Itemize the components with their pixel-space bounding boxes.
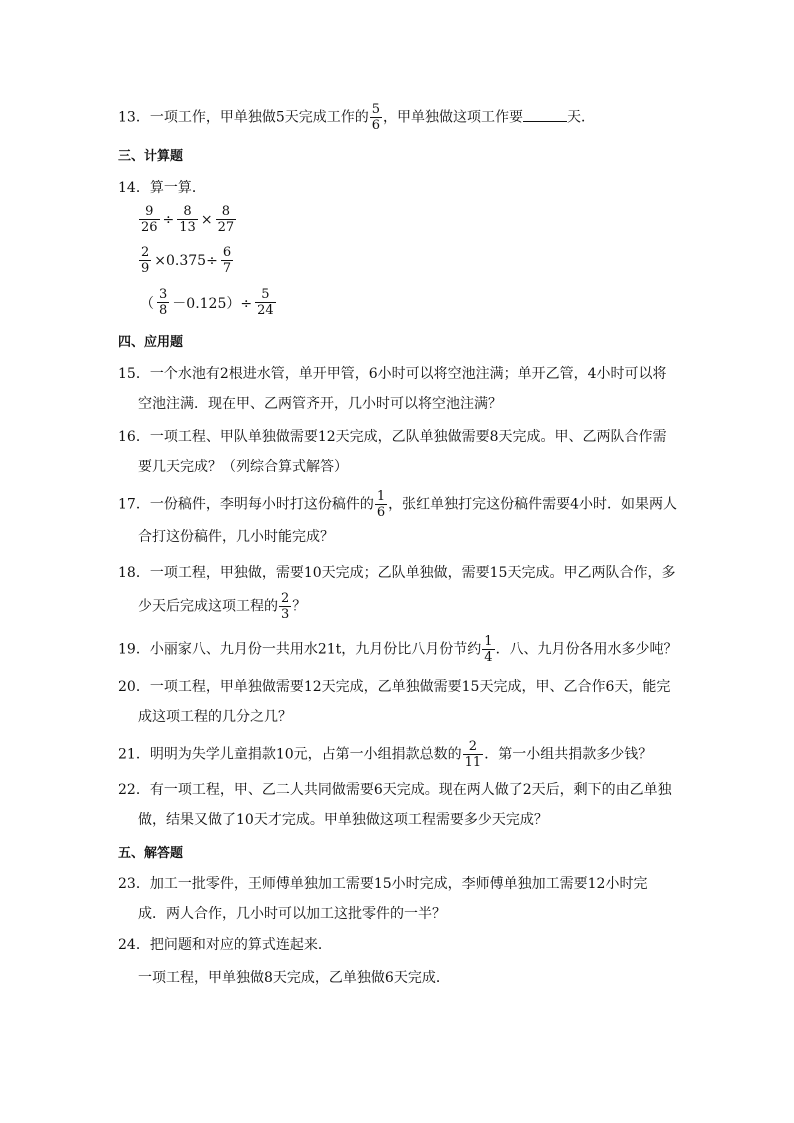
- question-number: 20．: [118, 679, 150, 695]
- section-heading-4: 四、应用题: [118, 335, 184, 350]
- question-23: [118, 874, 678, 894]
- fraction-denominator: 6: [376, 505, 386, 520]
- expression-1: [138, 204, 237, 235]
- question-15: [118, 364, 678, 384]
- fraction-denominator: 8: [159, 303, 168, 318]
- question-number: 21．: [118, 746, 150, 763]
- fraction: [279, 591, 291, 622]
- question-text: 小丽家八、九月份一共用水21t，九月份比八月份节约: [149, 641, 482, 658]
- question-text: 把问题和对应的算式连起来．: [149, 937, 332, 953]
- fraction-denominator: 26: [141, 220, 158, 235]
- fraction: [139, 245, 151, 276]
- fraction-numerator: 5: [255, 287, 276, 303]
- fraction-denominator: 11: [464, 755, 482, 770]
- operator: ×: [200, 211, 213, 228]
- question-18-line-2: [138, 591, 698, 622]
- fraction-numerator: 8: [177, 204, 198, 220]
- fraction-numerator: 1: [484, 634, 493, 649]
- question-16-line-2: 要几天完成？（列综合算式解答）: [138, 459, 348, 475]
- question-15-line-2: 空池注满．现在甲、乙两管齐开，几小时可以将空池注满？: [138, 396, 502, 412]
- question-13: [118, 102, 678, 133]
- fraction-denominator: 7: [222, 261, 232, 276]
- expression-3: [138, 287, 277, 318]
- fraction-numerator: 1: [376, 489, 386, 504]
- fraction: [139, 204, 160, 235]
- question-number: 24．: [118, 937, 150, 953]
- fraction-numerator: 6: [222, 245, 232, 260]
- operator: －0.125）÷: [172, 295, 253, 312]
- question-number: 13．: [118, 109, 150, 126]
- operator: ×0.375÷: [154, 252, 218, 269]
- question-text: 一个水池有2根进水管，单开甲管，6小时可以将空池注满；单开乙管，4小时可以将: [149, 366, 667, 382]
- question-text: 少天后完成这项工程的: [138, 598, 278, 615]
- operator: （: [140, 295, 154, 312]
- question-17: [118, 489, 678, 520]
- question-24: [118, 935, 678, 955]
- fraction-numerator: 2: [141, 245, 150, 260]
- expression-2: [138, 245, 234, 276]
- fraction: [370, 102, 382, 133]
- question-23-line-2: 成．两人合作，几小时可以加工这批零件的一半？: [138, 906, 446, 922]
- section-heading-3: 三、计算题: [118, 149, 184, 164]
- question-text: 有一项工程，甲、乙二人共同做需要6天完成。现在两人做了2天后，剩下的由乙单独: [149, 782, 672, 798]
- question-18: [118, 563, 678, 583]
- question-number: 18．: [118, 565, 150, 581]
- question-text: 一项工程，甲单独做需要12天完成，乙单独做需要15天完成，甲、乙合作6天，能完: [149, 679, 671, 695]
- fraction-numerator: 2: [281, 591, 290, 606]
- question-number: 16．: [118, 429, 150, 445]
- fraction-denominator: 13: [179, 220, 196, 235]
- fraction-numerator: 2: [463, 739, 484, 755]
- question-number: 22．: [118, 782, 150, 798]
- question-17-line-2: 合打这份稿件，几小时能完成？: [138, 529, 334, 545]
- question-21: [118, 739, 678, 770]
- question-text: 明明为失学儿童捐款10元，占第一小组捐款总数的: [149, 746, 462, 763]
- fraction-numerator: 9: [139, 204, 160, 220]
- fraction: [482, 634, 494, 665]
- fraction: [177, 204, 198, 235]
- fraction: [463, 739, 484, 770]
- question-19: [118, 634, 678, 665]
- question-number: 17．: [118, 496, 150, 513]
- question-text: 一项工程、甲队单独做需要12天完成，乙队单独做需要8天完成。甲、乙两队合作需: [149, 429, 667, 445]
- fraction: [375, 489, 387, 520]
- question-text: 一项工程，甲独做，需要10天完成；乙队单独做，需要15天完成。甲乙两队合作，多: [149, 565, 676, 581]
- question-22: [118, 780, 678, 800]
- question-number: 23．: [118, 876, 150, 892]
- fraction: [221, 245, 233, 276]
- question-text: ？: [292, 598, 307, 615]
- question-16: [118, 427, 678, 447]
- answer-blank: [523, 107, 567, 122]
- question-text: ．第一小组共捐款多少钱？: [484, 746, 653, 763]
- fraction-numerator: 5: [371, 102, 381, 117]
- question-22-line-2: 做，结果又做了10天才完成。甲单独做这项工程需要多少天完成？: [138, 812, 548, 828]
- question-number: 15．: [118, 366, 150, 382]
- question-text: 加工一批零件，王师傅单独加工需要15小时完成，李师傅单独加工需要12小时完: [149, 876, 648, 892]
- fraction-denominator: 24: [257, 303, 274, 318]
- question-text: 天．: [567, 109, 596, 126]
- question-20: [118, 677, 678, 697]
- fraction: [216, 204, 237, 235]
- fraction: [255, 287, 276, 318]
- section-heading-5: 五、解答题: [118, 846, 184, 861]
- question-number: 14．: [118, 180, 150, 196]
- question-text: 算一算．: [149, 180, 206, 196]
- question-24-line-2: 一项工程，甲单独做8天完成，乙单独做6天完成．: [138, 970, 450, 986]
- question-number: 19．: [118, 641, 150, 658]
- question-text: 一项工作，甲单独做5天完成工作的: [149, 109, 369, 126]
- fraction-denominator: 27: [217, 220, 235, 235]
- question-14: [118, 178, 678, 198]
- fraction-numerator: 8: [216, 204, 237, 220]
- fraction-denominator: 4: [484, 650, 493, 665]
- question-text: ，张红单独打完这份稿件需要4小时．如果两人: [388, 496, 678, 513]
- fraction-denominator: 3: [281, 607, 290, 622]
- fraction: [157, 287, 169, 318]
- question-text: 一份稿件，李明每小时打这份稿件的: [149, 496, 374, 513]
- question-text: ，甲单独做这项工作要: [383, 109, 524, 126]
- fraction-denominator: 6: [371, 118, 381, 133]
- fraction-denominator: 9: [141, 261, 150, 276]
- fraction-numerator: 3: [159, 287, 168, 302]
- operator: ÷: [162, 211, 175, 228]
- question-20-line-2: 成这项工程的几分之几？: [138, 709, 292, 725]
- question-text: ．八、九月份各用水多少吨？: [495, 641, 678, 658]
